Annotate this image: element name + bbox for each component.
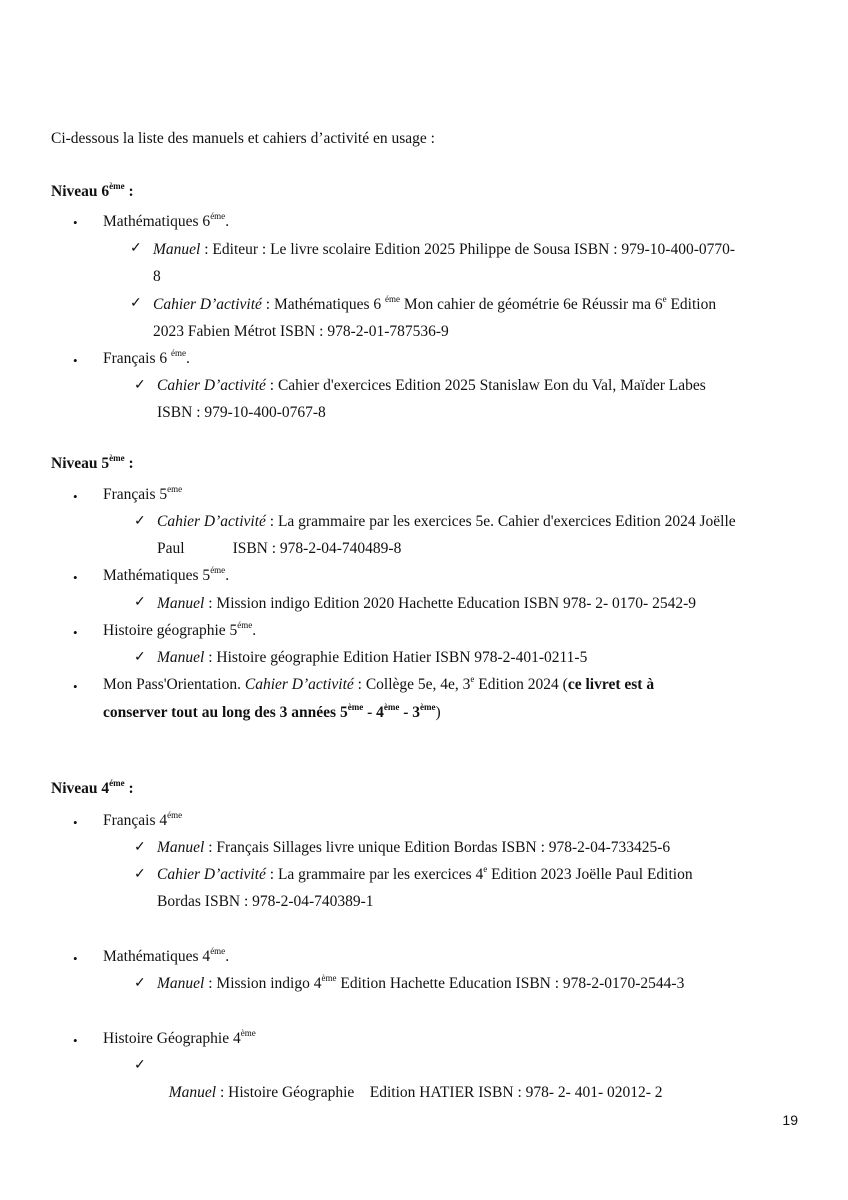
fr-5-cahier-line1: Cahier D’activité : La grammaire par les exercices 5e. Cahier d'exercices Edition 2024 Joëlle	[157, 513, 736, 530]
level-5-heading: Niveau 5ème :	[51, 452, 134, 472]
intro-text: Ci-dessous la liste des manuels et cahiers d’activité en usage :	[51, 130, 435, 147]
checkmark-icon: ✓	[134, 595, 146, 610]
math-4-manuel-line1: Manuel : Mission indigo 4ème Edition Hachette Education ISBN : 978-2-0170-2544-3	[157, 972, 685, 992]
level-6-heading: Niveau 6ème :	[51, 180, 134, 200]
subject-math-4: Mathématiques $4^{éme}$.	[103, 945, 230, 965]
bullet-icon: •	[73, 679, 78, 694]
checkmark-icon: ✓	[134, 378, 146, 393]
subject-math-6: Mathématiques $6^{éme}$.	[103, 210, 230, 230]
bullet-icon: •	[73, 353, 78, 368]
subject-math-5: Mathématiques $5^{éme}$.	[103, 564, 230, 584]
bullet-icon: •	[73, 215, 78, 230]
pass-orientation-line2: conserver tout au long des 3 années 5ème - 4ème - 3ème)	[103, 701, 441, 721]
fr-4-cahier-line2: Bordas ISBN : 978-2-04-740389-1	[157, 893, 374, 910]
subject-fr-6: Français 6 $^{éme}$.	[103, 347, 190, 367]
fr-4-cahier-line1: Cahier D’activité : La grammaire par les exercices 4e Edition 2023 Joëlle Paul Edition	[157, 863, 693, 883]
checkmark-icon: ✓	[134, 840, 146, 855]
subject-hist-5: Histoire géographie $5^{éme}$.	[103, 619, 257, 639]
hist-5-manuel-line1: Manuel : Histoire géographie Edition Hatier ISBN 978-2-401-0211-5	[157, 649, 588, 666]
hist-4-manuel-line1: Manuel : Histoire Géographie Edition HATIER ISBN : 978- 2- 401- 02012- 2	[168, 1084, 663, 1101]
checkmark-icon: ✓	[134, 650, 146, 665]
fr-6-cahier-line1: Cahier D’activité : Cahier d'exercices Edition 2025 Stanislaw Eon du Val, Maïder Labes	[157, 377, 706, 394]
checkmark-icon: ✓	[134, 514, 146, 529]
fr-4-manuel-line1: Manuel : Français Sillages livre unique Edition Bordas ISBN : 978-2-04-733425-6	[157, 839, 671, 856]
bullet-icon: •	[73, 570, 78, 585]
bullet-icon: •	[73, 625, 78, 640]
pass-orientation-line1: Mon Pass'Orientation. Cahier D’activité : Collège 5e, 4e, 3e Edition 2024 (ce livret est à	[103, 673, 655, 693]
checkmark-icon: ✓	[130, 296, 142, 311]
fr-5-cahier-line2: Paul ISBN : 978-2-04-740489-8	[157, 540, 402, 557]
level-4-heading: Niveau $4^{éme}$ :	[51, 777, 134, 797]
subject-fr-5: Français 5eme	[103, 483, 183, 503]
subject-hist-4: Histoire Géographie 4ème	[103, 1027, 256, 1047]
math-5-manuel-line1: Manuel : Mission indigo Edition 2020 Hachette Education ISBN 978- 2- 0170- 2542-9	[157, 595, 696, 612]
math-6-cahier-line1: Cahier D’activité : Mathématiques 6 $^{éme}$ Mon cahier de géométrie 6e Réussir ma 6e Edition	[153, 293, 717, 313]
checkmark-icon: ✓	[134, 976, 146, 991]
subject-fr-4: Français $4^{éme}$	[103, 809, 183, 829]
bullet-icon: •	[73, 951, 78, 966]
bullet-icon: •	[73, 815, 78, 830]
math-6-manuel-line1: Manuel : Editeur : Le livre scolaire Edition 2025 Philippe de Sousa ISBN : 979-10-400-0770-	[153, 241, 736, 258]
fr-6-cahier-line2: ISBN : 979-10-400-0767-8	[157, 404, 326, 421]
checkmark-icon: ✓	[134, 867, 146, 882]
page-number: 19	[782, 1112, 798, 1128]
bullet-icon: •	[73, 489, 78, 504]
math-6-cahier-line2: 2023 Fabien Métrot ISBN : 978-2-01-787536-9	[153, 323, 449, 340]
checkmark-icon: ✓	[130, 241, 142, 256]
bullet-icon: •	[73, 1033, 78, 1048]
math-6-manuel-line2: 8	[153, 268, 161, 285]
checkmark-icon: ✓	[134, 1058, 146, 1073]
